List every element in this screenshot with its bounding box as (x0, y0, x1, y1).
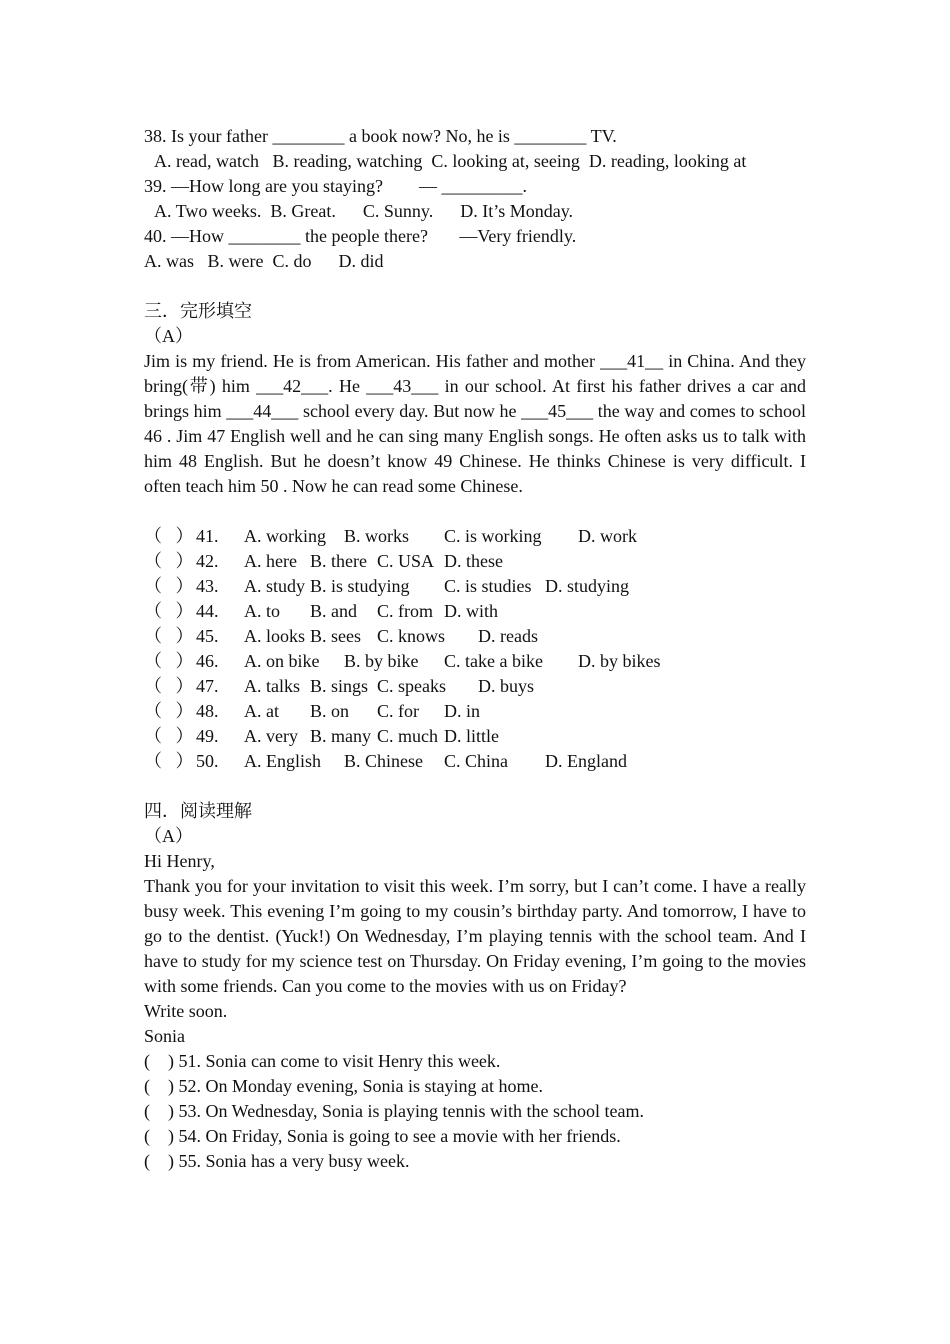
question-number: 44. (196, 601, 219, 621)
true-false-52: ( ) 52. On Monday evening, Sonia is staying at home. (144, 1076, 543, 1096)
option-c: C. China (444, 751, 509, 771)
cloze-subheading: （A） (144, 326, 193, 346)
option-c: C. knows (377, 626, 446, 646)
option-a: A. English (244, 751, 322, 771)
option-c: C. USA (377, 551, 435, 571)
true-false-55: ( ) 55. Sonia has a very busy week. (144, 1151, 410, 1171)
cloze-question-49 (144, 724, 806, 749)
option-b: B. works (344, 526, 410, 546)
cloze-question-41 (144, 524, 806, 549)
option-a: A. here (244, 551, 297, 571)
option-d: D. by bikes (578, 651, 661, 671)
cloze-heading: 三．完形填空 (144, 301, 252, 321)
option-b: B. sees (310, 626, 361, 646)
question-40-options: A. was B. were C. do D. did (144, 251, 384, 271)
true-false-51: ( ) 51. Sonia can come to visit Henry this week. (144, 1051, 501, 1071)
option-a: A. on bike (244, 651, 320, 671)
cloze-question-45 (144, 624, 806, 649)
option-c: C. from (377, 601, 433, 621)
option-b: B. many (310, 726, 371, 746)
question-number: 47. (196, 676, 219, 696)
cloze-question-44 (144, 599, 806, 624)
option-c: C. is studies (444, 576, 532, 596)
question-39-options: A. Two weeks. B. Great. C. Sunny. D. It’s Monday. (154, 201, 574, 221)
question-number: 43. (196, 576, 219, 596)
question-number: 50. (196, 751, 219, 771)
answer-blank: （ ） (144, 701, 194, 721)
option-b: B. and (310, 601, 357, 621)
option-c: C. much (377, 726, 438, 746)
option-d: D. in (444, 701, 480, 721)
answer-blank: （ ） (144, 751, 194, 771)
option-c: C. is working (444, 526, 542, 546)
true-false-54: ( ) 54. On Friday, Sonia is going to see a movie with her friends. (144, 1126, 621, 1146)
option-a: A. talks (244, 676, 300, 696)
option-b: B. by bike (344, 651, 419, 671)
option-d: D. these (444, 551, 503, 571)
answer-blank: （ ） (144, 676, 194, 696)
true-false-53: ( ) 53. On Wednesday, Sonia is playing tennis with the school team. (144, 1101, 644, 1121)
option-d: D. work (578, 526, 637, 546)
spacer (144, 499, 806, 524)
answer-blank: （ ） (144, 601, 194, 621)
option-d: D. studying (545, 576, 630, 596)
letter-closing: Write soon. (144, 1001, 228, 1021)
option-d: D. buys (478, 676, 535, 696)
option-a: A. study (244, 576, 306, 596)
letter-signature: Sonia (144, 1026, 186, 1046)
question-number: 41. (196, 526, 219, 546)
option-d: D. with (444, 601, 498, 621)
option-c: C. for (377, 701, 419, 721)
worksheet-page (144, 124, 806, 1174)
question-38-options: A. read, watch B. reading, watching C. looking at, seeing D. reading, looking at (154, 151, 747, 171)
question-number: 48. (196, 701, 219, 721)
option-b: B. there (310, 551, 367, 571)
option-a: A. looks (244, 626, 306, 646)
spacer (144, 274, 806, 299)
question-39-stem: 39. —How long are you staying? — _________. (144, 176, 527, 196)
reading-subheading: （A） (144, 826, 193, 846)
cloze-question-43 (144, 574, 806, 599)
option-b: B. on (310, 701, 350, 721)
answer-blank: （ ） (144, 726, 194, 746)
answer-blank: （ ） (144, 651, 194, 671)
answer-blank: （ ） (144, 626, 194, 646)
cloze-question-50 (144, 749, 806, 774)
cloze-question-47 (144, 674, 806, 699)
question-number: 46. (196, 651, 219, 671)
cloze-passage: Jim is my friend. He is from American. His father and mother ___41__ in China. And they bring(带) him ___42___. He ___43___ in our school. At first his father drives a car and brings him ___44___ school every day. But now he ___45___ the way and comes to school 46 . Jim 47 English well and he can sing many English songs. He often asks us to talk with him 48 English. But he doesn’t know 49 Chinese. He thinks Chinese is very difficult. I often teach him 50 . Now he can read some Chinese. (144, 351, 806, 496)
option-c: C. speaks (377, 676, 446, 696)
cloze-question-42 (144, 549, 806, 574)
option-d: D. reads (478, 626, 538, 646)
option-a: A. to (244, 601, 280, 621)
question-number: 45. (196, 626, 219, 646)
option-d: D. little (444, 726, 499, 746)
cloze-question-list (144, 524, 806, 774)
option-b: B. Chinese (344, 751, 423, 771)
option-b: B. is studying (310, 576, 410, 596)
option-a: A. working (244, 526, 326, 546)
letter-greeting: Hi Henry, (144, 851, 215, 871)
cloze-question-48 (144, 699, 806, 724)
option-c: C. take a bike (444, 651, 543, 671)
question-number: 49. (196, 726, 219, 746)
answer-blank: （ ） (144, 526, 194, 546)
spacer (144, 774, 806, 799)
question-40-stem: 40. —How ________ the people there? —Very friendly. (144, 226, 577, 246)
answer-blank: （ ） (144, 551, 194, 571)
option-b: B. sings (310, 676, 369, 696)
option-a: A. at (244, 701, 279, 721)
question-number: 42. (196, 551, 219, 571)
cloze-question-46 (144, 649, 806, 674)
option-a: A. very (244, 726, 298, 746)
letter-body: Thank you for your invitation to visit this week. I’m sorry, but I can’t come. I have a really busy week. This evening I’m going to my cousin’s birthday party. And tomorrow, I have to go to the dentist. (Yuck!) On Wednesday, I’m playing tennis with the school team. And I have to study for my science test on Thursday. On Friday evening, I’m going to the movies with some friends. Can you come to the movies with us on Friday? (144, 876, 806, 996)
answer-blank: （ ） (144, 576, 194, 596)
question-38-stem: 38. Is your father ________ a book now? No, he is ________ TV. (144, 126, 617, 146)
option-d: D. England (545, 751, 627, 771)
reading-heading: 四．阅读理解 (144, 801, 252, 821)
